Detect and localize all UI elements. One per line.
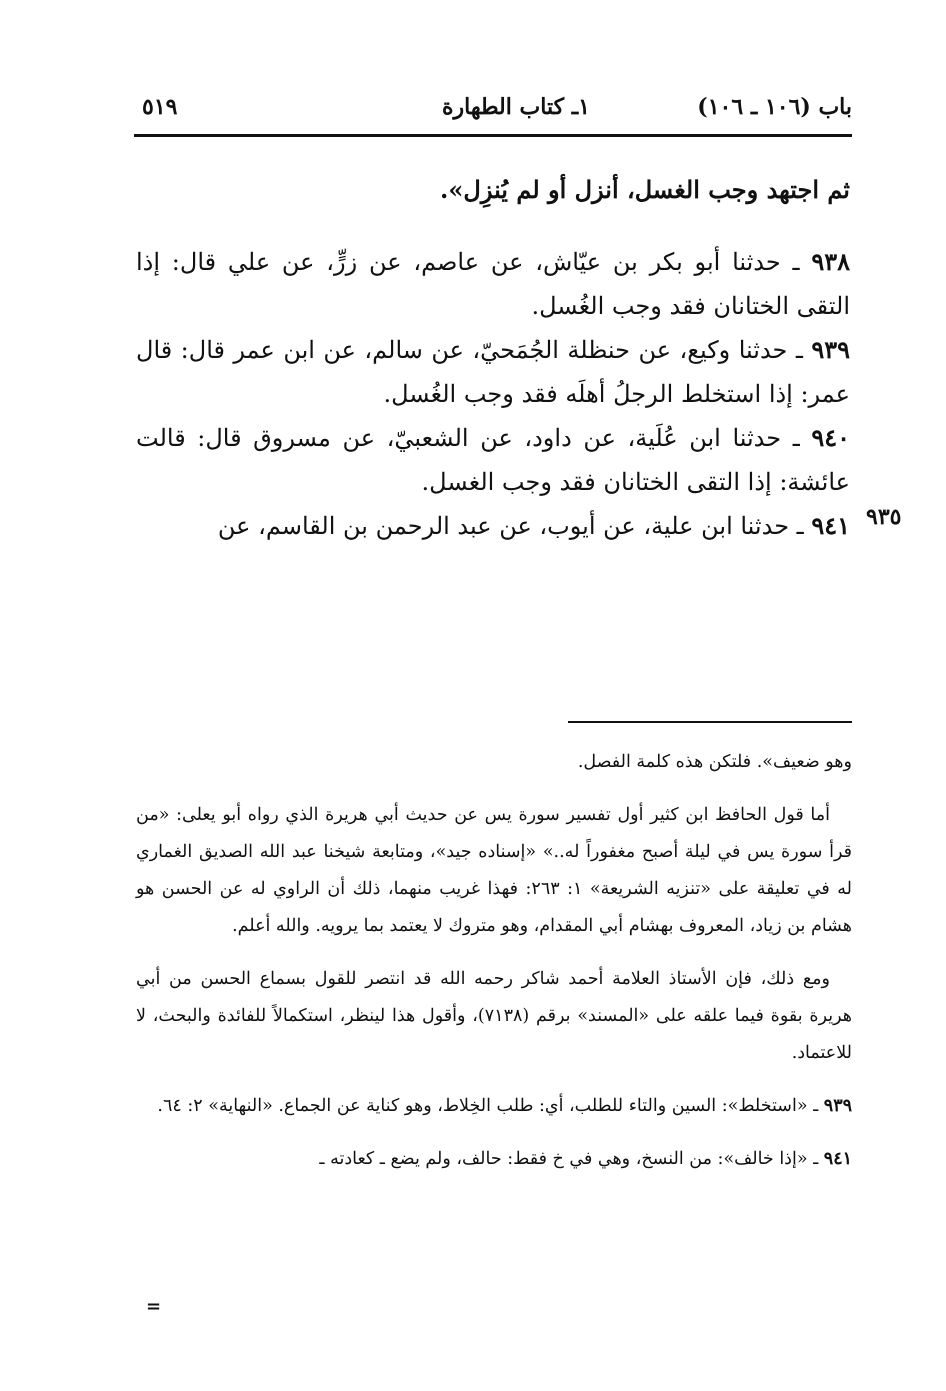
footnote-paragraph: وهو ضعيف». فلتكن هذه كلمة الفصل.	[577, 752, 852, 772]
hadith-number: ٩٤١	[811, 511, 850, 540]
hadith-number: ٩٣٨	[811, 247, 850, 276]
running-header	[134, 88, 852, 130]
hadith-text: ـ حدثنا وكيع، عن حنظلة الجُمَحيّ، عن سالم، عن ابن عمر قال: قال عمر: إذا استخلط الرجلُ أهلَه فقد وجب الغُسل.	[136, 336, 850, 408]
hadith-number: ٩٣٩	[811, 335, 850, 364]
footnotes	[136, 744, 852, 1194]
header-rule	[134, 134, 852, 137]
footnote-939	[136, 1088, 852, 1125]
hadith-number: ٩٤٠	[811, 423, 850, 452]
footnote-paragraph: أما قول الحافظ ابن كثير أول تفسير سورة يس عن حديث أبي هريرة الذي رواه أبو يعلى: «من قرأ سورة يس في ليلة أصبح مغفوراً له..» «إسناده جيد»، ومتابعة شيخنا عبد الله الصديق الغماري له في تعليقة على «تنزيه الشريعة» ١: ٢٦٣: فهذا غريب منهما، ذلك أن الراوي له عن الحسن هو هشام بن زياد، المعروف بهشام أبي المقدام، وهو متروك لا يعتمد بما يرويه. والله أعلم.	[136, 805, 852, 936]
opening-line: ثم اجتهد وجب الغسل، أنزل أو لم يُنزِل».	[440, 175, 850, 204]
hadith-941	[136, 504, 850, 548]
footnote-number: ٩٣٩	[823, 1096, 852, 1116]
footnote-941	[136, 1141, 852, 1178]
hadith-939	[136, 328, 850, 416]
continuation-mark: =	[146, 1296, 162, 1317]
footnote-separator	[568, 721, 852, 723]
footnote-number: ٩٤١	[823, 1149, 852, 1169]
footnote-paragraph: ومع ذلك، فإن الأستاذ العلامة أحمد شاكر رحمه الله قد انتصر للقول بسماع الحسن من أبي هريرة بقوة فيما علقه على «المسند» برقم (٧١٣٨)، وأقول هذا لينظر، استكمالاً للفائدة والبحث، لا للاعتماد.	[136, 969, 852, 1063]
footnote-text: ـ «إذا خالف»: من النسخ، وهي في خ فقط: حالف، ولم يضع ـ كعادته ـ	[319, 1149, 824, 1169]
hadith-text: ـ حدثنا ابن علية، عن أيوب، عن عبد الرحمن بن القاسم، عن	[217, 512, 812, 540]
page-number: ٥١٩	[142, 94, 178, 120]
hadith-938	[136, 240, 850, 328]
margin-number: ٩٣٥	[866, 504, 902, 530]
book-title: ١ـ كتاب الطهارة	[442, 94, 590, 120]
chapter-title: باب (١٠٦ ـ ١٠٦)	[697, 94, 852, 120]
hadith-940	[136, 416, 850, 504]
footnote-text: ـ «استخلط»: السين والتاء للطلب، أي: طلب الخِلاط، وهو كناية عن الجماع. «النهاية» ٢: ٦٤.	[157, 1096, 824, 1116]
main-text	[136, 168, 850, 548]
hadith-text: ـ حدثنا ابن عُلَية، عن داود، عن الشعبيّ، عن مسروق قال: قالت عائشة: إذا التقى الختانان فقد وجب الغسل.	[136, 424, 850, 496]
hadith-text: ـ حدثنا أبو بكر بن عيّاش، عن عاصم، عن زرٍّ، عن علي قال: إذا التقى الختانان فقد وجب الغُسل.	[136, 248, 850, 320]
